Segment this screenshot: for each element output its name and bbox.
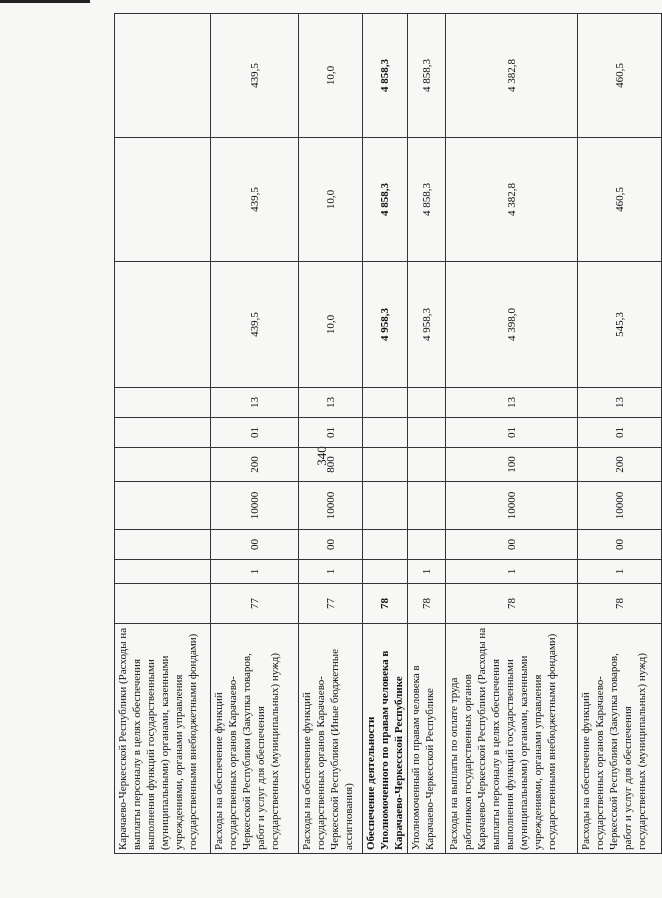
code-pr: [408, 388, 446, 418]
row-name: Расходы на обеспечение функций государственных органов Карачаево-Черкесской Республики (Закупка товаров, работ и услуг для обеспечения государственных (муниципальных) нужд): [578, 624, 662, 854]
value-2025: [115, 14, 211, 138]
table-row: [446, 14, 578, 854]
code-pr: 13: [211, 388, 299, 418]
code-pr: 13: [299, 388, 363, 418]
code-vr: 200: [211, 448, 299, 482]
page-number: 340: [314, 446, 329, 466]
code-pp: [115, 560, 211, 584]
code-direction: 10000: [211, 482, 299, 530]
code-vr: 800: [299, 448, 363, 482]
code-vr: 200: [578, 448, 662, 482]
value-2024: 4 858,3: [363, 138, 408, 262]
code-rz: 01: [578, 418, 662, 448]
code-gp: 77: [299, 584, 363, 624]
code-main: 00: [211, 530, 299, 560]
code-rz: [115, 418, 211, 448]
value-2024: 10,0: [299, 138, 363, 262]
value-2024: [115, 138, 211, 262]
code-rz: 01: [446, 418, 578, 448]
code-rz: 01: [211, 418, 299, 448]
code-direction: 10000: [446, 482, 578, 530]
table-row: [363, 14, 408, 854]
code-gp: 77: [211, 584, 299, 624]
row-name: Расходы на выплаты по оплате труда работников государственных органов Карачаево-Черкесской Республики (Расходы на выплаты персоналу в целях обеспечения выполнения функций государственными (муниципальными) органами, казенными учреждениями, органами управления государственными внебюджетными фондами): [446, 624, 578, 854]
code-rz: 01: [299, 418, 363, 448]
code-pr: [363, 388, 408, 418]
header-rule: [0, 0, 90, 3]
code-pp: 1: [578, 560, 662, 584]
code-pp: [363, 560, 408, 584]
code-vr: [408, 448, 446, 482]
table-row: [578, 14, 662, 854]
value-2024: 4 858,3: [408, 138, 446, 262]
code-rz: [408, 418, 446, 448]
code-gp: 78: [578, 584, 662, 624]
value-2025: 4 858,3: [363, 14, 408, 138]
code-vr: [363, 448, 408, 482]
value-2024: 439,5: [211, 138, 299, 262]
value-2023: 4 958,3: [363, 262, 408, 388]
code-gp: 78: [408, 584, 446, 624]
row-name: Карачаево-Черкесской Республики (Расходы на выплаты персоналу в целях обеспечения выполнения функций государственными (муниципальными) органами, казенными учреждениями, органами управления государственными внебюджетными фондами): [115, 624, 211, 854]
code-gp: 78: [363, 584, 408, 624]
row-name: Уполномоченный по правам человека в Карачаево-Черкесской Республике: [408, 624, 446, 854]
budget-table: [114, 13, 662, 854]
code-main: 00: [578, 530, 662, 560]
value-2025: 439,5: [211, 14, 299, 138]
value-2025: 4 382,8: [446, 14, 578, 138]
code-pr: [115, 388, 211, 418]
code-pp: 1: [408, 560, 446, 584]
code-vr: 100: [446, 448, 578, 482]
code-direction: 10000: [578, 482, 662, 530]
code-pp: 1: [299, 560, 363, 584]
value-2023: 545,3: [578, 262, 662, 388]
table-row: [211, 14, 299, 854]
row-name: Расходы на обеспечение функций государственных органов Карачаево-Черкесской Республики (Закупка товаров, работ и услуг для обеспечения государственных (муниципальных) нужд): [211, 624, 299, 854]
table-row: [299, 14, 363, 854]
code-rz: [363, 418, 408, 448]
code-main: 00: [446, 530, 578, 560]
code-main: [115, 530, 211, 560]
rotated-table: [114, 44, 648, 854]
value-2023: 4 398,0: [446, 262, 578, 388]
row-name: Расходы на обеспечение функций государственных органов Карачаево-Черкесской Республики (Иные бюджетные ассигнования): [299, 624, 363, 854]
value-2023: 10,0: [299, 262, 363, 388]
value-2025: 10,0: [299, 14, 363, 138]
code-main: [363, 530, 408, 560]
code-direction: 10000: [299, 482, 363, 530]
code-pp: 1: [446, 560, 578, 584]
code-pr: 13: [446, 388, 578, 418]
code-direction: [115, 482, 211, 530]
value-2024: 460,5: [578, 138, 662, 262]
code-gp: 78: [446, 584, 578, 624]
code-pr: 13: [578, 388, 662, 418]
value-2025: 4 858,3: [408, 14, 446, 138]
code-gp: [115, 584, 211, 624]
value-2023: [115, 262, 211, 388]
code-pp: 1: [211, 560, 299, 584]
code-direction: [408, 482, 446, 530]
value-2024: 4 382,8: [446, 138, 578, 262]
value-2023: 439,5: [211, 262, 299, 388]
table-row: [115, 14, 211, 854]
row-name: Обеспечение деятельности Уполномоченного по правам человека в Карачаево-Черкесской Республике: [363, 624, 408, 854]
code-main: [408, 530, 446, 560]
code-vr: [115, 448, 211, 482]
value-2025: 460,5: [578, 14, 662, 138]
code-main: 00: [299, 530, 363, 560]
table-row: [408, 14, 446, 854]
budget-table-container: [114, 44, 648, 854]
code-direction: [363, 482, 408, 530]
value-2023: 4 958,3: [408, 262, 446, 388]
